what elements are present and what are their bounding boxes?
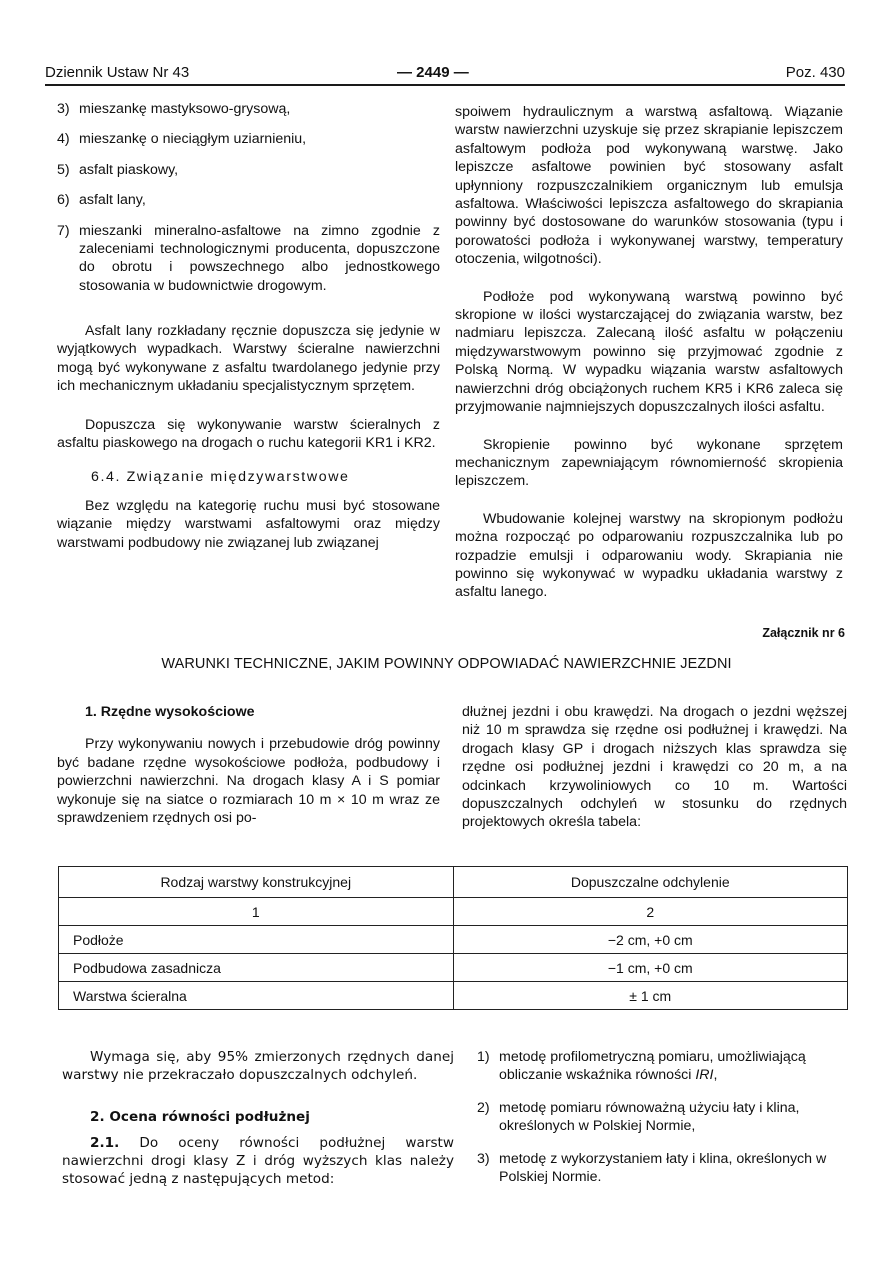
top-left-paragraphs [57,322,440,552]
list-item [57,222,440,296]
subsection-text: Do oceny równości podłużnej warstw nawierzchni drogi klasy Z i dróg wyższych klas należy stosować jedną z następujących metod: [62,1135,455,1187]
paragraph: spoiwem hydraulicznym a warstwą asfaltową. Wiązanie warstw nawierzchni uzyskuje się przez skrapianie lepiszczem asfaltowym podłoża pod wykonywaną warstwę. Jako lepiszcze asfaltowe powinien być stosowany asfalt upłynniony rozpuszczalnikiem organicznym lub emulsja asfaltowa. Właściwości lepiszcza asfaltowego do skrapiania powinny być dostosowane do warunków stosowania (typu i porowatości podłoża i wykonywanej warstwy, temperatury otoczenia, wilgotności). [455,104,843,268]
list-number: 4) [57,131,70,148]
method-text: metodę pomiaru równoważną użyciu łaty i klina, określonych w Polskiej Normie, [499,1099,800,1135]
top-right-column [455,103,843,602]
table-row [59,954,848,982]
section1-left [57,703,440,827]
position-number: Poz. 430 [785,64,845,81]
list-number: 2) [477,1099,490,1116]
list-item [57,161,440,179]
paragraph: Przy wykonywaniu nowych i przebudowie dróg powinny być badane rzędne wysokościowe podłoża, podbudowy i powierzchni nawierzchni. Na drogach klasy A i S pomiar wykonuje się na siatce o rozmiarach 10 m × 10 m wraz ze sprawdzeniem rzędnych osi po- [57,736,440,827]
paragraph: Podłoże pod wykonywaną warstwą powinno być skropione w ilości wystarczającej do związania warstw, bez nadmiaru lepiszcza. Zalecaną ilość asfaltu w połączeniu międzywarstwowym powinno się przyjmować zgodnie z Polską Normą. W wypadku wiązania warstw asfaltowych nawierzchni dróg obciążonych ruchem KR5 i KR6 zaleca się przyjmowanie najmniejszych dopuszczalnych ilości asfaltu. [455,288,843,416]
method-text: metodę z wykorzystaniem łaty i klina, określonych w Polskiej Normie. [499,1150,827,1186]
section1-right [462,703,847,832]
table-cell: −2 cm, +0 cm [453,926,848,954]
paragraph: Wbudowanie kolejnej warstwy na skropionym podłożu można rozpocząć po odparowaniu rozpuszczalnika lub po rozpadzie emulsji i odparowaniu wody. Skrapiania nie powinno się wykonywać w wypadku układania warstwy z asfaltu lanego. [455,510,843,601]
table-cell: Podłoże [59,926,454,954]
paragraph: Bez względu na kategorię ruchu musi być stosowane wiązanie między warstwami asfaltowymi oraz między warstwami podbudowy nie związanej lub związanej [57,497,440,551]
table-row [59,982,848,1010]
section2-heading: 2. Ocena równości podłużnej [90,1109,310,1125]
section1-heading: 1. Rzędne wysokościowe [85,704,255,720]
iri-term: IRI [695,1067,714,1084]
top-left-column [57,100,440,315]
method-item [477,1150,857,1187]
list-text: mieszankę o nieciągłym uziarnieniu, [79,131,307,148]
method-item [477,1048,857,1085]
table-cell: Warstwa ścieralna [59,982,454,1010]
table-header: Dopuszczalne odchylenie [453,867,848,898]
paragraph: Dopuszcza się wykonywanie warstw ścieralnych z asfaltu piaskowego na drogach o ruchu kategorii KR1 i KR2. [57,416,440,452]
table-column-number: 1 [59,898,454,926]
subsection-number: 2.1. [90,1135,120,1151]
method-item [477,1099,857,1136]
list-item [57,130,440,148]
journal-title: Dziennik Ustaw Nr 43 [45,64,190,81]
list-text: mieszankę mastyksowo-grysową, [79,101,291,117]
paragraph: dłużnej jezdni i obu krawędzi. Na drogach o jezdni węższej niż 10 m sprawdza się rzędne osi podłużnej i krawędzi. Na drogach klasy GP i drogach niższych klas sprawdza się rzędne osi podłużnej jezdni i krawędzi co 20 m, a na odcinkach krzywoliniowych co 10 m. Wartości dopuszczalnych odchyleń w stosunku do rzędnych projektowych określa tabela: [462,704,847,831]
page-header [45,62,845,86]
page-number: — 2449 — [397,64,469,81]
list-text: asfalt piaskowy, [79,161,179,178]
list-number: 5) [57,161,70,178]
annex-title: WARUNKI TECHNICZNE, JAKIM POWINNY ODPOWIADAĆ NAWIERZCHNIE JEZDNI [161,656,732,672]
list-item [57,100,440,118]
annex-label: Załącznik nr 6 [762,626,845,640]
bottom-left-column [62,1048,454,1188]
bottom-right-column [477,1048,857,1186]
table-number-row [59,898,848,926]
list-text: asfalt lany, [79,192,146,209]
table-header-row [59,867,848,898]
method-tail: , [713,1067,718,1084]
list-number: 1) [477,1049,490,1065]
paragraph [62,1134,454,1188]
list-number: 6) [57,192,70,209]
list-number: 3) [477,1150,490,1167]
list-number: 3) [57,101,70,117]
table-cell: Podbudowa zasadnicza [59,954,454,982]
table-column-number: 2 [453,898,848,926]
paragraph: Asfalt lany rozkładany ręcznie dopuszcza się jedynie w wyjątkowych wypadkach. Warstwy ścieralne nawierzchni mogą być wykonywane z asfaltu twardolanego jedynie przy ich mechanicznym układaniu specjalistycznym sprzętem. [57,323,440,395]
method-text: metodę profilometryczną pomiaru, umożliwiającą obliczanie wskaźnika równości [499,1049,806,1084]
section-heading: 6.4. Związanie międzywarstwowe [91,469,350,486]
table-cell: −1 cm, +0 cm [453,954,848,982]
list-number: 7) [57,222,70,239]
list-item [57,191,440,209]
table-header: Rodzaj warstwy konstrukcyjnej [59,867,454,898]
table-cell: ± 1 cm [453,982,848,1010]
paragraph: Skropienie powinno być wykonane sprzętem mechanicznym zapewniającym równomierność skropienia lepiszczem. [455,436,843,490]
table-row [59,926,848,954]
list-text: mieszanki mineralno-asfaltowe na zimno zgodnie z zaleceniami technologicznymi producenta, dopuszczone do obrotu i powszechnego albo jednostkowego stosowania w budownictwie drogowym. [79,222,440,294]
deviation-table [58,866,848,1010]
requirement-paragraph: Wymaga się, aby 95% zmierzonych rzędnych danej warstwy nie przekraczało dopuszczalnych odchyleń. [62,1049,454,1083]
